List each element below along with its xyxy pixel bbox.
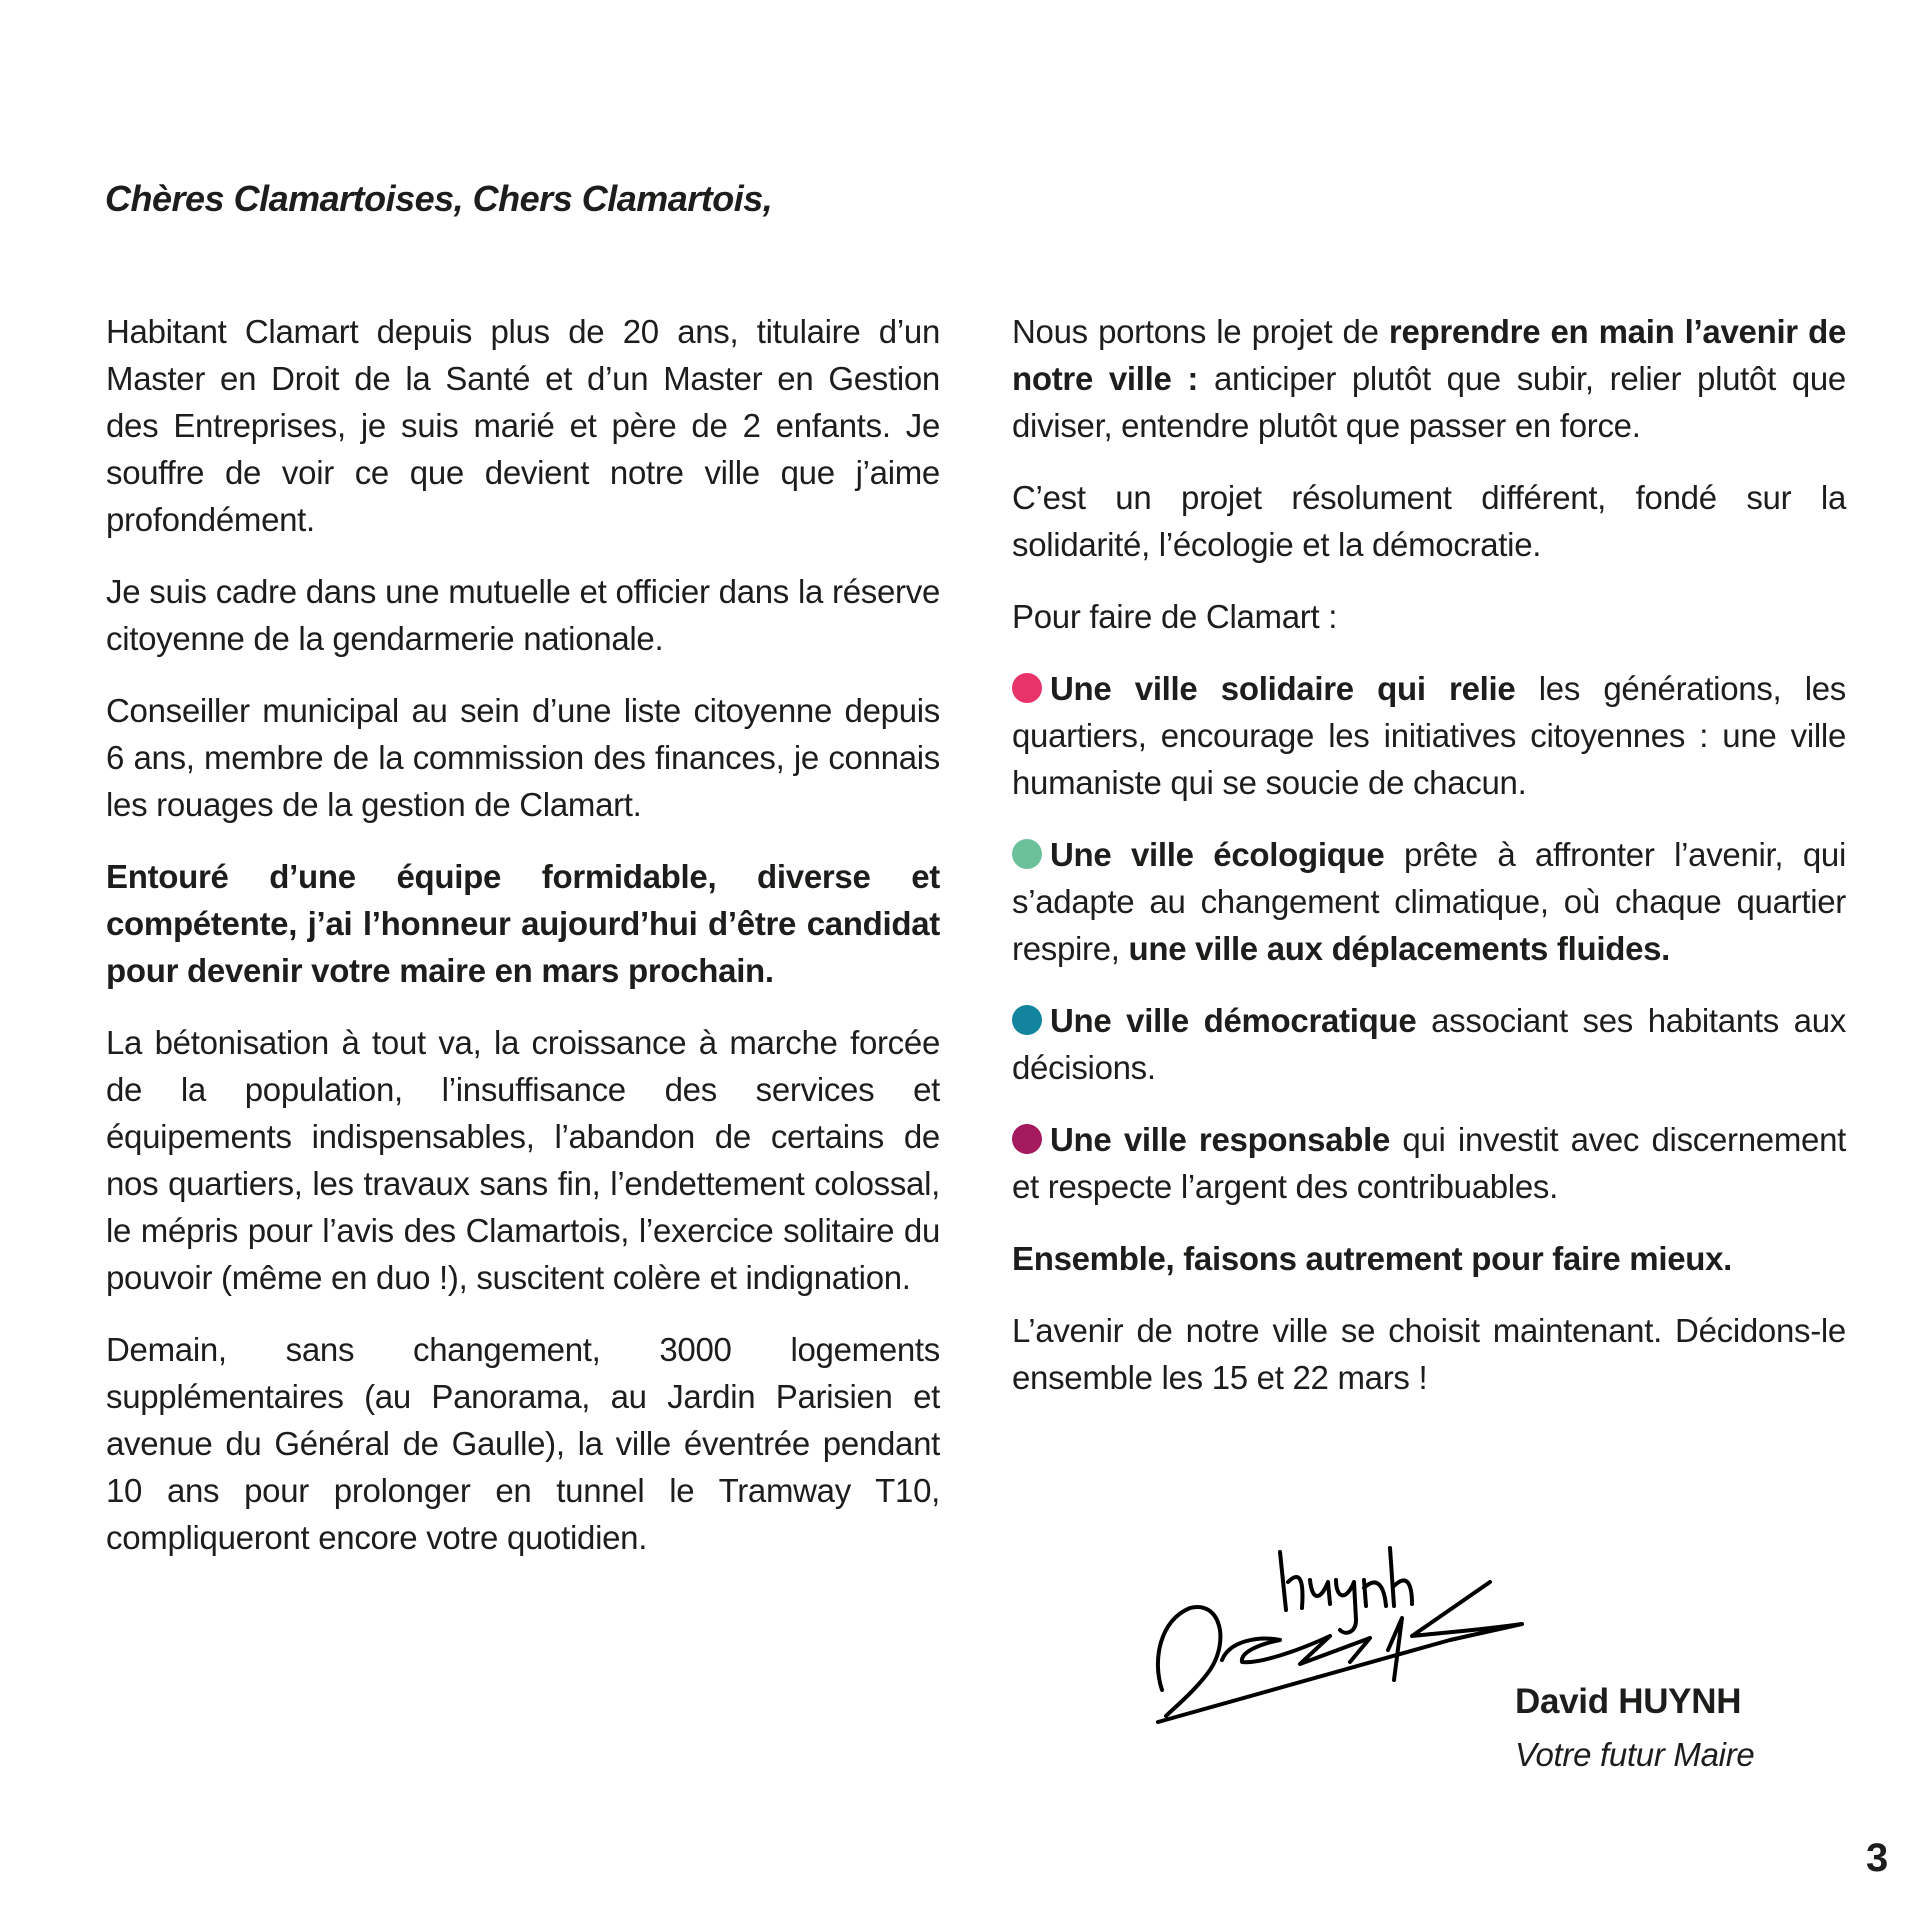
bullet-title: Une ville responsable — [1050, 1121, 1391, 1158]
greeting-title: Chères Clamartoises, Chers Clamartois, — [105, 178, 773, 219]
bullet-dot-icon — [1012, 1124, 1042, 1154]
project-text: Nous portons le projet de — [1012, 313, 1389, 350]
bullet-title: Une ville écologique — [1050, 836, 1385, 873]
paragraph-values: C’est un projet résolument différent, fondé sur la solidarité, l’écologie et la démocratie. — [1012, 479, 1846, 563]
bullet-dot-icon — [1012, 673, 1042, 703]
paragraph-intro-list: Pour faire de Clamart : — [1012, 598, 1338, 635]
page-number: 3 — [1866, 1836, 1889, 1880]
bullet-democratique — [1012, 997, 1846, 1091]
paragraph-biography: Habitant Clamart depuis plus de 20 ans, titulaire d’un Master en Droit de la Santé et d’un Master en Gestion des Entreprises, je suis marié et père de 2 enfants. Je souffre de voir ce que devient notre ville que j’aime profondément. — [106, 313, 940, 538]
slogan-bold: Ensemble, faisons autrement pour faire mieux. — [1012, 1240, 1733, 1277]
project-text-end: anticiper plutôt que subir, relier plutôt que diviser, entendre plutôt que passer en force. — [1012, 360, 1846, 444]
bullet-title: Une ville solidaire qui relie — [1050, 670, 1516, 707]
bullet-title: Une ville démocratique — [1050, 1002, 1417, 1039]
bullet-responsable — [1012, 1116, 1846, 1210]
paragraph-profession: Je suis cadre dans une mutuelle et officier dans la réserve citoyenne de la gendarmerie nationale. — [106, 573, 940, 657]
bullet-text: les générations, les quartiers, encourage les initiatives citoyennes : une ville humaniste qui se soucie de chacun. — [1012, 670, 1846, 801]
bullet-title-2: une ville aux déplacements fluides. — [1128, 930, 1671, 967]
bullet-text: associant ses habitants aux décisions. — [1012, 1002, 1846, 1086]
paragraph-project — [1012, 308, 1846, 449]
paragraph-candidacy — [106, 853, 940, 994]
bullet-text: prête à affronter l’avenir, qui s’adapte au changement climatique, où chaque quartier respire, — [1012, 836, 1846, 967]
paragraph-grievances: La bétonisation à tout va, la croissance à marche forcée de la population, l’insuffisance des services et équipements indispensables, l’abandon de certains de nos quartiers, les travaux sans fin, l’endettement colossal, le mépris pour l’avis des Clamartois, l’exercice solitaire du pouvoir (même en duo !), suscitent colère et indignation. — [106, 1024, 940, 1296]
project-bold: reprendre en main l’avenir de notre ville : — [1012, 313, 1846, 397]
paragraph-call-to-vote: L’avenir de notre ville se choisit maintenant. Décidons-le ensemble les 15 et 22 mars ! — [1012, 1312, 1846, 1396]
candidacy-bold: Entouré d’une équipe formidable, diverse et compétente, j’ai l’honneur aujourd’hui d’être candidat pour devenir votre maire en mars prochain. — [106, 858, 940, 989]
signatory-name: David HUYNH — [1515, 1682, 1742, 1721]
right-column — [1012, 308, 1846, 1426]
paragraph-slogan — [1012, 1235, 1846, 1282]
paragraph-future: Demain, sans changement, 3000 logements supplémentaires (au Panorama, au Jardin Parisien et avenue du Général de Gaulle), la ville éventrée pendant 10 ans pour prolonger en tunnel le Tramway T10, compliqueront encore votre quotidien. — [106, 1331, 940, 1556]
bullet-dot-icon — [1012, 839, 1042, 869]
bullet-dot-icon — [1012, 1005, 1042, 1035]
bullet-text: qui investit avec discernement et respecte l’argent des contribuables. — [1012, 1121, 1847, 1205]
bullet-solidaire — [1012, 665, 1846, 806]
left-column — [106, 308, 940, 1586]
bullet-ecologique — [1012, 831, 1846, 972]
signatory-role: Votre futur Maire — [1515, 1736, 1755, 1773]
paragraph-council: Conseiller municipal au sein d’une liste citoyenne depuis 6 ans, membre de la commission des finances, je connais les rouages de la gestion de Clamart. — [106, 692, 940, 823]
